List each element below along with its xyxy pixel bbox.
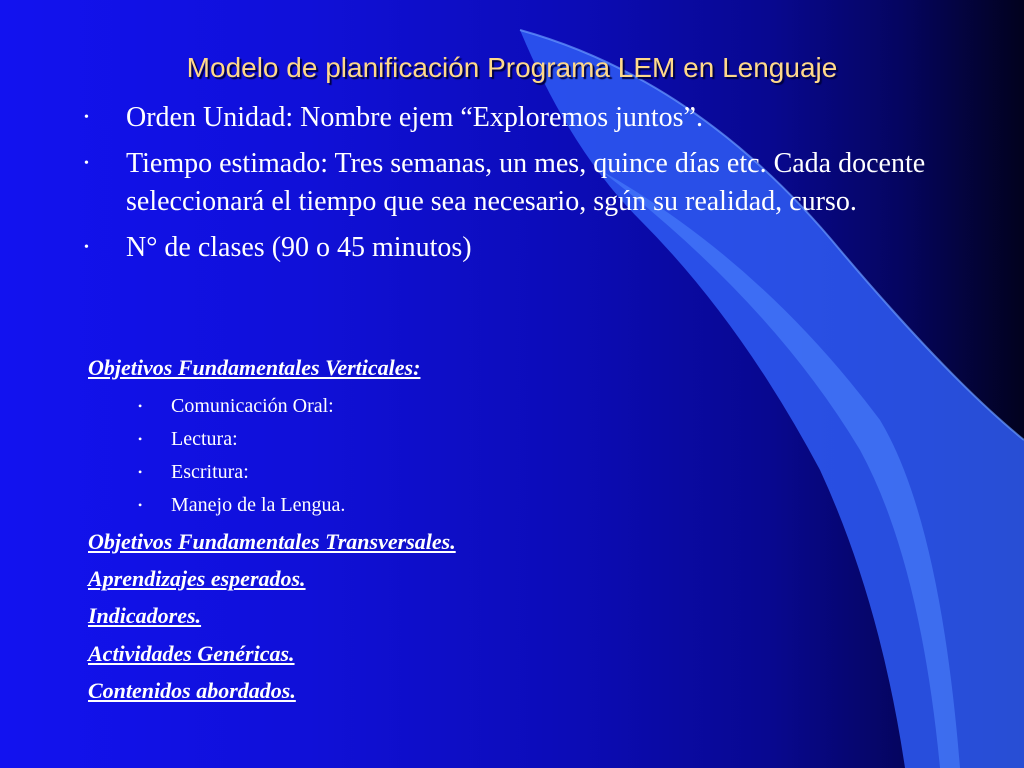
bullet-icon: • [84,156,89,171]
ofv-sub-item [138,390,345,423]
ofv-sub-item [138,456,345,489]
main-bullet-item [84,229,934,267]
ofv-sub-list [138,390,345,522]
bullet-icon: • [84,240,89,255]
ofv-sub-text: Comunicación Oral: [171,395,334,417]
bullet-icon: • [138,465,143,479]
main-bullet-text: Tiempo estimado: Tres semanas, un mes, quince días etc. Cada docente seleccionará el tiempo que sea necesario, sgún su realidad, curso. [126,148,926,217]
ofv-sub-item [138,489,345,522]
bullet-icon: • [138,498,143,512]
main-bullet-list [84,99,934,275]
ofv-sub-text: Manejo de la Lengua. [171,494,346,516]
main-bullet-item [84,99,934,137]
bullet-icon: • [138,432,143,446]
bullet-icon: • [138,399,143,413]
slide-title: Modelo de planificación Programa LEM en Lenguaje [186,52,838,83]
section-heading-aprendizajes: Aprendizajes esperados. [88,566,306,591]
ofv-sub-text: Escritura: [171,461,249,483]
ofv-sub-item [138,423,345,456]
bullet-icon: • [84,110,89,125]
section-heading-ofv: Objetivos Fundamentales Verticales: [88,355,421,380]
ofv-sub-text: Lectura: [171,428,238,450]
section-heading-indicadores: Indicadores. [88,603,202,628]
section-heading-actividades: Actividades Genéricas. [88,641,295,666]
main-bullet-text: N° de clases (90 o 45 minutos) [126,232,472,263]
section-heading-oft: Objetivos Fundamentales Transversales. [88,529,456,554]
main-bullet-text: Orden Unidad: Nombre ejem “Exploremos juntos”. [126,102,703,133]
section-heading-contenidos: Contenidos abordados. [88,678,296,703]
main-bullet-item [84,145,934,221]
